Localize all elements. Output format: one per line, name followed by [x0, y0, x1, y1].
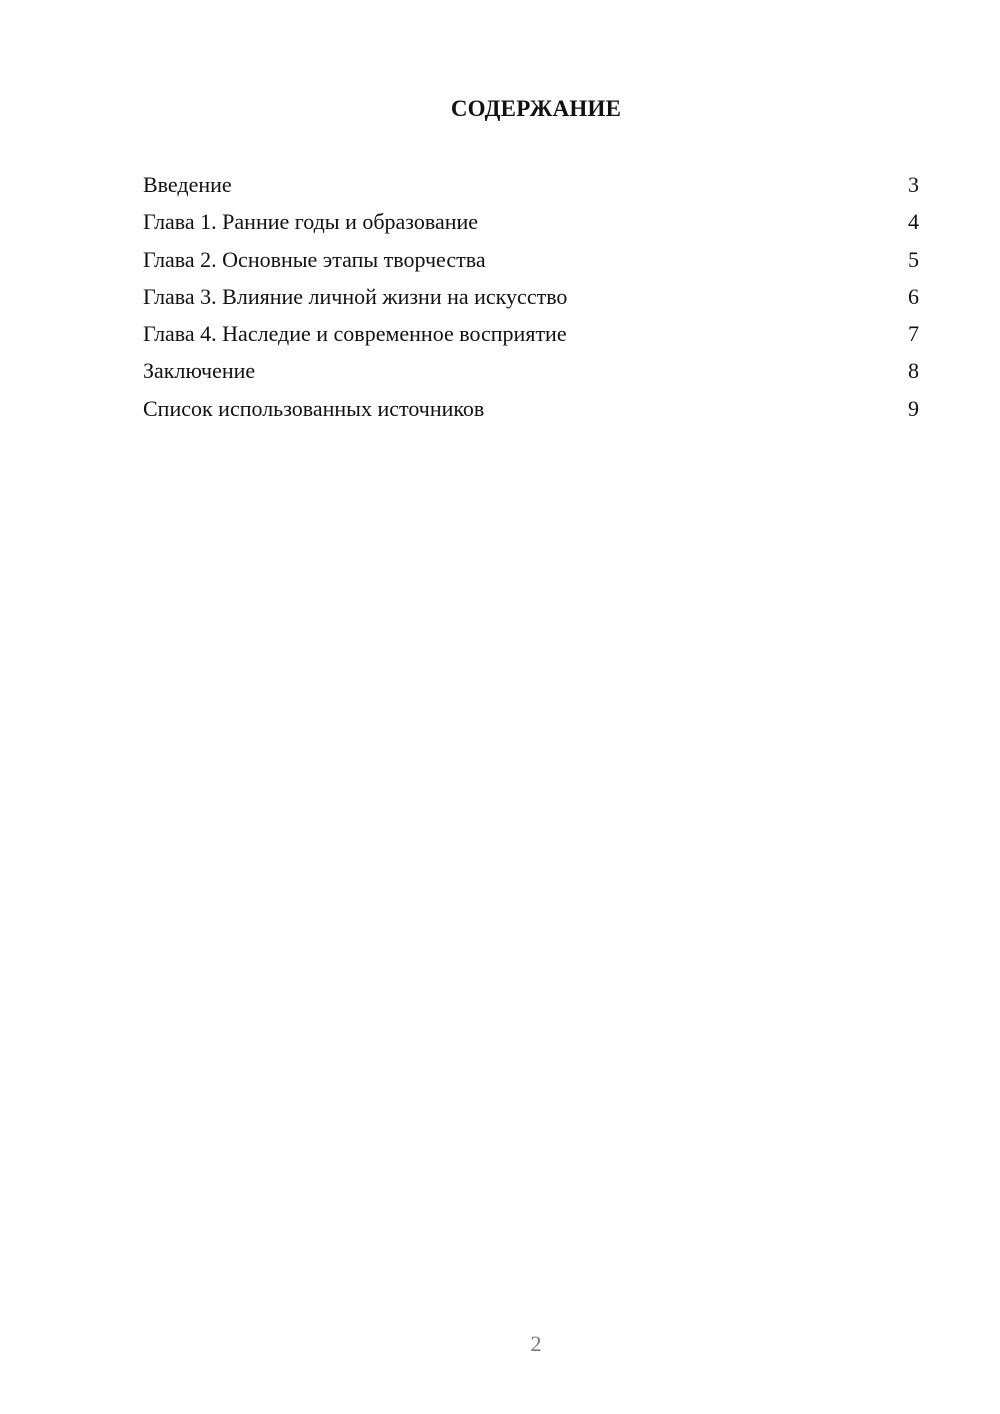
toc-item-references	[143, 390, 919, 427]
toc-item-label: Введение	[143, 172, 232, 197]
toc-item-label: Заключение	[143, 358, 256, 384]
toc-item-chapter-1	[143, 203, 919, 240]
toc-item-page: 9	[908, 395, 919, 421]
toc-title: СОДЕРЖАНИЕ	[450, 96, 622, 121]
toc-item-page: 4	[908, 209, 919, 235]
toc-item-label: Глава 3. Влияние личной жизни на искусство	[143, 283, 568, 309]
toc-item-label: Список использованных источников	[143, 395, 485, 421]
toc-item-label: Глава 2. Основные этапы творчества	[143, 246, 486, 272]
toc-item-conclusion	[143, 352, 919, 389]
toc-item-page: 8	[908, 358, 919, 384]
toc-item-chapter-3	[143, 278, 919, 315]
table-of-contents	[143, 166, 919, 427]
toc-item-page: 7	[908, 321, 919, 347]
toc-item-chapter-2	[143, 241, 919, 278]
toc-item-page: 3	[908, 172, 919, 197]
toc-item-page: 5	[908, 246, 919, 272]
toc-item-introduction	[143, 166, 919, 203]
toc-item-label: Глава 1. Ранние годы и образование	[143, 209, 479, 235]
toc-item-label: Глава 4. Наследие и современное восприятие	[143, 321, 567, 347]
page-number: 2	[530, 1331, 542, 1356]
toc-item-page: 6	[908, 283, 919, 309]
toc-item-chapter-4	[143, 315, 919, 352]
